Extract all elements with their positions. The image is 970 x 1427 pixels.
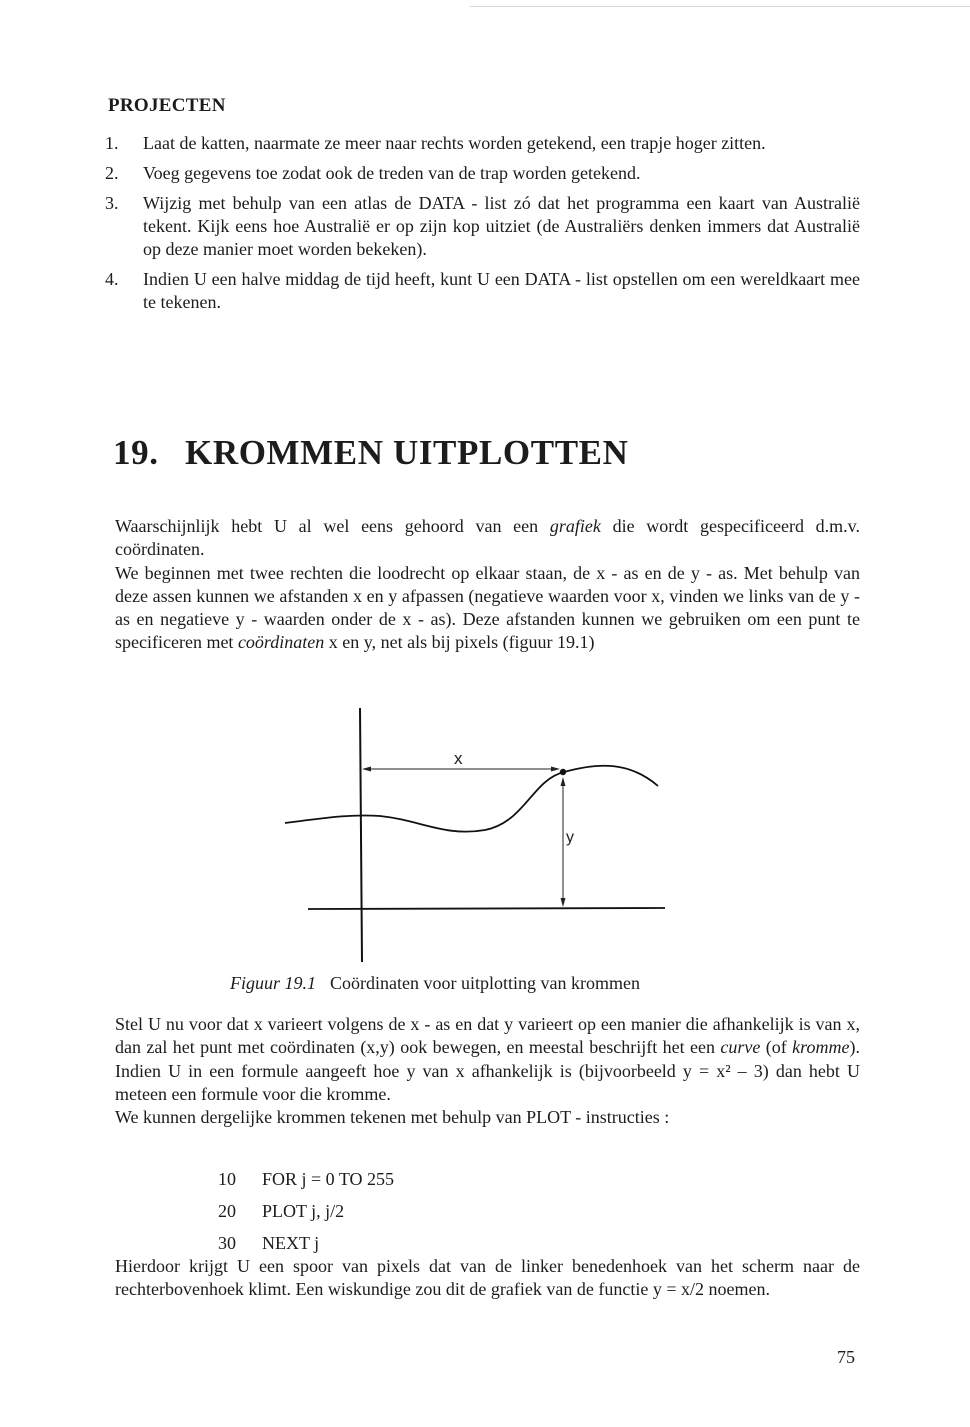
text-run: Waarschijnlijk hebt U al wel eens gehoord van een: [115, 516, 550, 536]
arrowhead-down-icon: [561, 898, 566, 907]
body-text: [115, 1013, 860, 1129]
chapter-number: 19.: [113, 433, 159, 472]
page-number: 75: [837, 1347, 855, 1367]
text-run: ). Indien U in een formule aangeeft hoe y van x afhankelijk is (bijvoorbeeld y = x² – 3) dan hebt U meteen een formule voor die kromme.: [115, 1037, 860, 1104]
figure-caption-label: Figuur 19.1: [230, 973, 317, 993]
list-item-text: Voeg gegevens toe zodat ook de treden van de trap worden getekend.: [143, 163, 641, 183]
chapter-title-text: KROMMEN UITPLOTTEN: [185, 433, 629, 472]
curve-point: [560, 769, 566, 775]
x-axis-line: [308, 908, 665, 909]
text-run: (of: [760, 1037, 793, 1058]
intro-paragraph-1: [115, 515, 860, 562]
projects-list: [105, 132, 860, 321]
list-item-number: 4.: [105, 269, 119, 289]
code-statement: FOR j = 0 TO 255: [262, 1169, 395, 1189]
list-item-text: Laat de katten, naarmate ze meer naar rechts worden getekend, een trapje hoger zitten.: [143, 133, 766, 153]
code-line: [218, 1163, 394, 1195]
arrowhead-left-icon: [362, 767, 371, 772]
y-distance-label: y: [566, 829, 574, 846]
line-number: 10: [218, 1169, 236, 1189]
line-number: 30: [218, 1233, 236, 1253]
projects-heading: PROJECTEN: [108, 95, 226, 116]
chapter-title: [113, 433, 628, 473]
text-run: Stel U nu voor dat x varieert volgens de x - as en dat y varieert op een manier die afhankelijk is van x, dan zal het punt met coördinaten (x,y) ook bewegen, en meestal beschrijft het een: [115, 1014, 860, 1058]
intro-paragraph-2: [115, 562, 860, 655]
code-statement: PLOT j, j/2: [262, 1201, 345, 1221]
closing-paragraph: Hierdoor krijgt U een spoor van pixels dat van de linker benedenhoek van het scherm naar de rechterbovenhoek klimt. Een wiskundige zou dit de grafiek van de functie y = x/2 noemen.: [115, 1256, 860, 1300]
arrowhead-up-icon: [561, 777, 566, 786]
coordinate-diagram: [270, 700, 690, 970]
curve-path: [285, 766, 658, 832]
text-run: x en y, net als bij pixels (figuur 19.1): [324, 632, 595, 653]
y-axis-line: [360, 708, 362, 962]
body-paragraph-2: We kunnen dergelijke krommen tekenen met behulp van PLOT - instructies :: [115, 1107, 670, 1128]
list-item: [105, 268, 860, 314]
code-statement: NEXT j: [262, 1233, 320, 1253]
x-distance-label: x: [454, 749, 463, 768]
list-item-text: Wijzig met behulp van een atlas de DATA - list zó dat het programma een kaart van Australië tekent. Kijk eens hoe Australië er op zijn kop uitziet (de Australiërs denken immers dat Australië op deze manier moet worden bekeken).: [143, 193, 860, 259]
list-item-number: 1.: [105, 133, 119, 153]
closing-text: [115, 1255, 860, 1302]
basic-code-listing: [218, 1163, 394, 1259]
arrowhead-right-icon: [551, 767, 560, 772]
emphasis-term: kromme: [792, 1037, 850, 1058]
text-run: die wordt gespecificeerd d.m.v. coördinaten.: [115, 516, 860, 560]
list-item-number: 3.: [105, 193, 119, 213]
emphasis-term: coördinaten: [237, 632, 325, 653]
list-item-text: Indien U een halve middag de tijd heeft, kunt U een DATA - list opstellen om een wereldkaart mee te tekenen.: [143, 269, 860, 312]
body-paragraph-1: [115, 1013, 860, 1106]
figure-caption-text: Coördinaten voor uitplotting van krommen: [330, 973, 640, 993]
code-line: [218, 1195, 394, 1227]
list-item-number: 2.: [105, 163, 119, 183]
list-item: [105, 162, 860, 185]
figure-caption: [230, 973, 640, 994]
coordinate-figure: [270, 700, 690, 970]
list-item: [105, 192, 860, 261]
list-item: [105, 132, 860, 155]
emphasis-term: curve: [720, 1037, 761, 1058]
text-run: We beginnen met twee rechten die loodrecht op elkaar staan, de x - as en de y - as. Met behulp van deze assen kunnen we afstanden x en y afpassen (negatieve waarden voor x, vinden we links van de y - as en negatieve y - waarden onder de x - as). Deze afstanden kunnen we gebruiken om een punt te specificeren met: [115, 562, 860, 653]
line-number: 20: [218, 1201, 236, 1221]
intro-text: [115, 515, 860, 655]
emphasis-term: grafiek: [549, 516, 601, 536]
